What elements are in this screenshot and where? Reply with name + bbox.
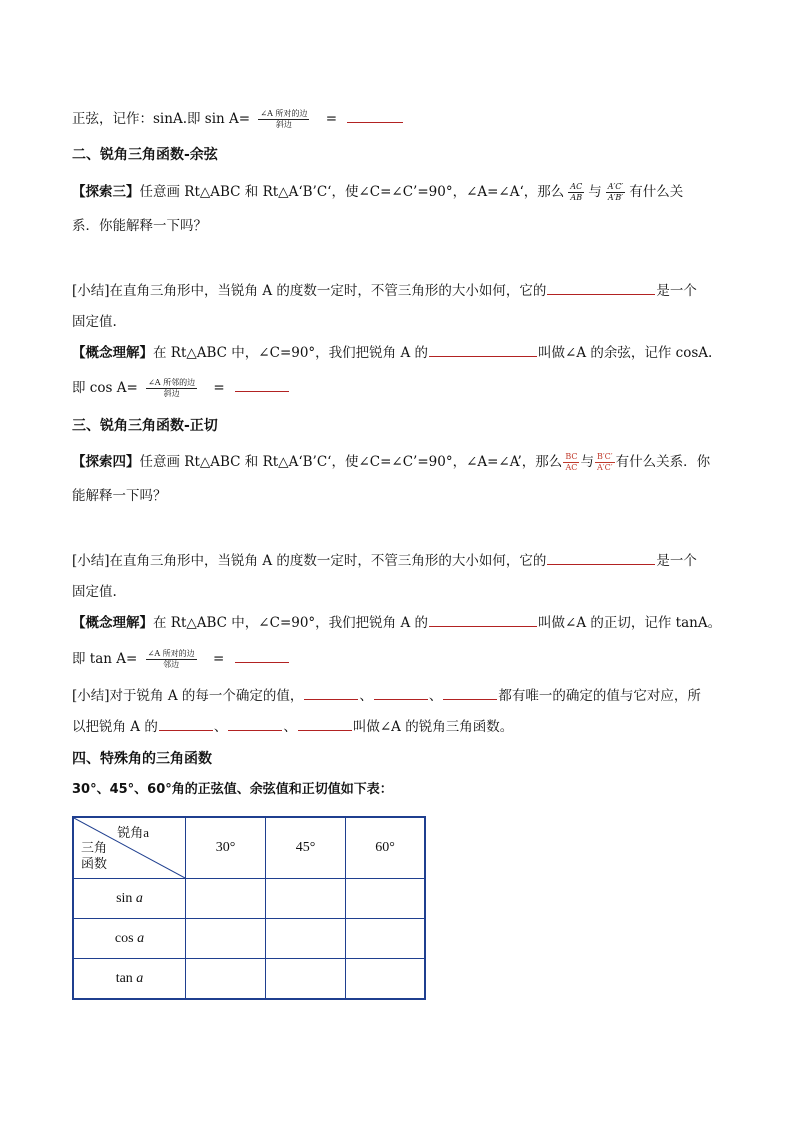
concept-cosine-line [72,342,724,363]
row-header-tan [73,959,186,1000]
row-header-cos [73,919,186,959]
cosine-fraction-numerator: ∠A 所邻的边 [148,378,196,387]
section-heading-tangent: 三、锐角三角函数-正切 [72,418,218,434]
corner-top-label: 锐角a [117,825,149,840]
cosine-fraction [146,378,197,399]
table-row [73,959,425,1000]
fraction-numerator: BC [565,452,578,461]
summary-one-end: 是一个 [656,283,697,299]
corner-bottom-label: 三角 函数 [81,840,108,871]
summary-three-blank-3[interactable] [443,685,497,700]
fraction-numerator: A′C′ [607,182,624,191]
concept-cosine-blank[interactable] [429,342,537,357]
tangent-fraction-denominator: 邻边 [163,660,180,669]
summary-three-line-2 [72,716,724,737]
table-row [73,919,425,959]
value-cell[interactable] [186,919,266,959]
fraction-denominator: A′B′ [607,193,624,202]
special-angles-table [72,816,426,1000]
summary-one-line-2: 固定值. [72,314,117,330]
fraction-numerator: B′C′ [596,452,613,461]
value-cell[interactable] [346,879,426,919]
concept-cosine-end: 叫做∠A 的余弦，记作 cosA. [538,345,713,361]
fraction-denominator: AC [565,463,578,472]
explore-four-end: 有什么关系．你 [615,454,711,470]
summary-two-line [72,550,724,571]
summary-three-blank-4[interactable] [159,716,213,731]
row-header-sin [73,879,186,919]
summary-one-blank[interactable] [547,280,655,295]
ac-over-ab-fraction [568,182,584,203]
a-prime-fraction [606,182,626,203]
summary-one-text: [小结]在直角三角形中，当锐角 A 的度数一定时，不管三角形的大小如何，它的 [72,283,547,299]
explore-three-end: 有什么关 [629,184,684,200]
fraction-denominator: AB [570,193,583,202]
tangent-formula-prefix: 即 tan A= [72,651,138,667]
concept-cosine-text: 在 Rt△ABC 中，∠C=90°，我们把锐角 A 的 [153,345,429,361]
separator: 、 [213,719,228,735]
separator: 、 [359,688,373,704]
cosine-formula-line [72,377,724,399]
value-cell[interactable] [266,959,346,1000]
tangent-fraction-numerator: ∠A 所对的边 [147,649,195,658]
table-intro: 30°、45°、60°角的正弦值、余弦值和正切值如下表： [72,782,393,797]
summary-three-blank-6[interactable] [298,716,352,731]
explore-three-bracket: 【探索三】 [72,184,140,200]
sine-fraction [258,109,309,130]
summary-two-line-2: 固定值. [72,584,117,600]
summary-three-prefix: 以把锐角 A 的 [72,719,158,735]
explore-three-line [72,182,724,203]
function-name: cos [114,930,134,946]
summary-one-line [72,280,724,301]
explore-four-text: 任意画 Rt△ABC 和 Rt△A‘B’C‘，使∠C=∠C’=90°，∠A=∠A’，那么 [139,454,563,470]
sine-definition-text: 正弦，记作：sinA.即 sin A= [72,111,251,127]
summary-three-line [72,685,724,706]
value-cell[interactable] [346,919,426,959]
explore-four-line [72,452,724,473]
concept-tangent-end: 叫做∠A 的正切，记作 tanA。 [538,615,722,631]
connector-text: 与 [588,184,602,200]
equals-sign: = [213,380,225,396]
summary-three-text: [小结]对于锐角 A 的每一个确定的值， [72,688,304,704]
separator: 、 [283,719,297,735]
value-cell[interactable] [186,879,266,919]
section-heading-special-angles: 四、特殊角的三角函数 [72,751,212,767]
summary-two-end: 是一个 [656,553,697,569]
summary-three-blank-1[interactable] [304,685,358,700]
tangent-formula-line [72,648,724,670]
summary-three-blank-5[interactable] [228,716,282,731]
fraction-denominator: A′C′ [597,463,613,472]
summary-two-blank[interactable] [547,550,655,565]
table-corner-cell [73,817,186,879]
function-name: sin [116,890,133,906]
cosine-answer-blank[interactable] [235,377,289,392]
summary-two-text: [小结]在直角三角形中，当锐角 A 的度数一定时，不管三角形的大小如何，它的 [72,553,547,569]
separator: 、 [428,688,443,704]
summary-three-mid: 都有唯一的确定的值与它对应，所 [498,688,701,704]
column-header: 60° [346,817,426,879]
concept-tangent-text: 在 Rt△ABC 中，∠C=90°，我们把锐角 A 的 [153,615,429,631]
angle-variable: a [135,890,143,906]
cosine-formula-prefix: 即 cos A= [72,380,138,396]
equals-sign: = [212,651,225,667]
function-name: tan [115,970,133,986]
summary-three-end: 叫做∠A 的锐角三角函数。 [352,719,514,735]
concept-bracket: 【概念理解】 [72,615,153,631]
sine-fraction-denominator: 斜边 [275,120,292,129]
explore-four-line-2: 能解释一下吗？ [72,488,167,504]
tangent-answer-blank[interactable] [235,648,289,663]
value-cell[interactable] [346,959,426,1000]
concept-bracket: 【概念理解】 [72,345,153,361]
section-heading-cosine: 二、锐角三角函数-余弦 [72,147,218,163]
summary-three-blank-2[interactable] [374,685,428,700]
angle-variable: a [136,970,144,986]
b-prime-c-prime-fraction [595,452,615,473]
explore-three-line-2: 系．你能解释一下吗？ [72,218,207,234]
column-header: 30° [186,817,266,879]
sine-definition-line [72,108,724,130]
value-cell[interactable] [266,919,346,959]
concept-tangent-blank[interactable] [429,612,537,627]
concept-tangent-line [72,612,724,633]
cosine-fraction-denominator: 斜边 [163,389,180,398]
equals-sign: = [325,111,338,127]
explore-three-text: 任意画 Rt△ABC 和 Rt△A‘B’C‘，使∠C=∠C’=90°，∠A=∠A‘，那么 [139,184,565,200]
table-header-row [73,817,425,879]
value-cell[interactable] [266,879,346,919]
bc-over-ac-fraction [563,452,579,473]
connector-text: 与 [580,454,594,470]
tangent-fraction [146,649,197,670]
column-header: 45° [266,817,346,879]
fraction-numerator: AC [570,182,583,191]
value-cell[interactable] [186,959,266,1000]
table-row [73,879,425,919]
explore-four-bracket: 【探索四】 [72,454,140,470]
angle-variable: a [137,930,145,946]
sine-answer-blank[interactable] [347,108,403,123]
sine-fraction-numerator: ∠A 所对的边 [260,109,308,118]
